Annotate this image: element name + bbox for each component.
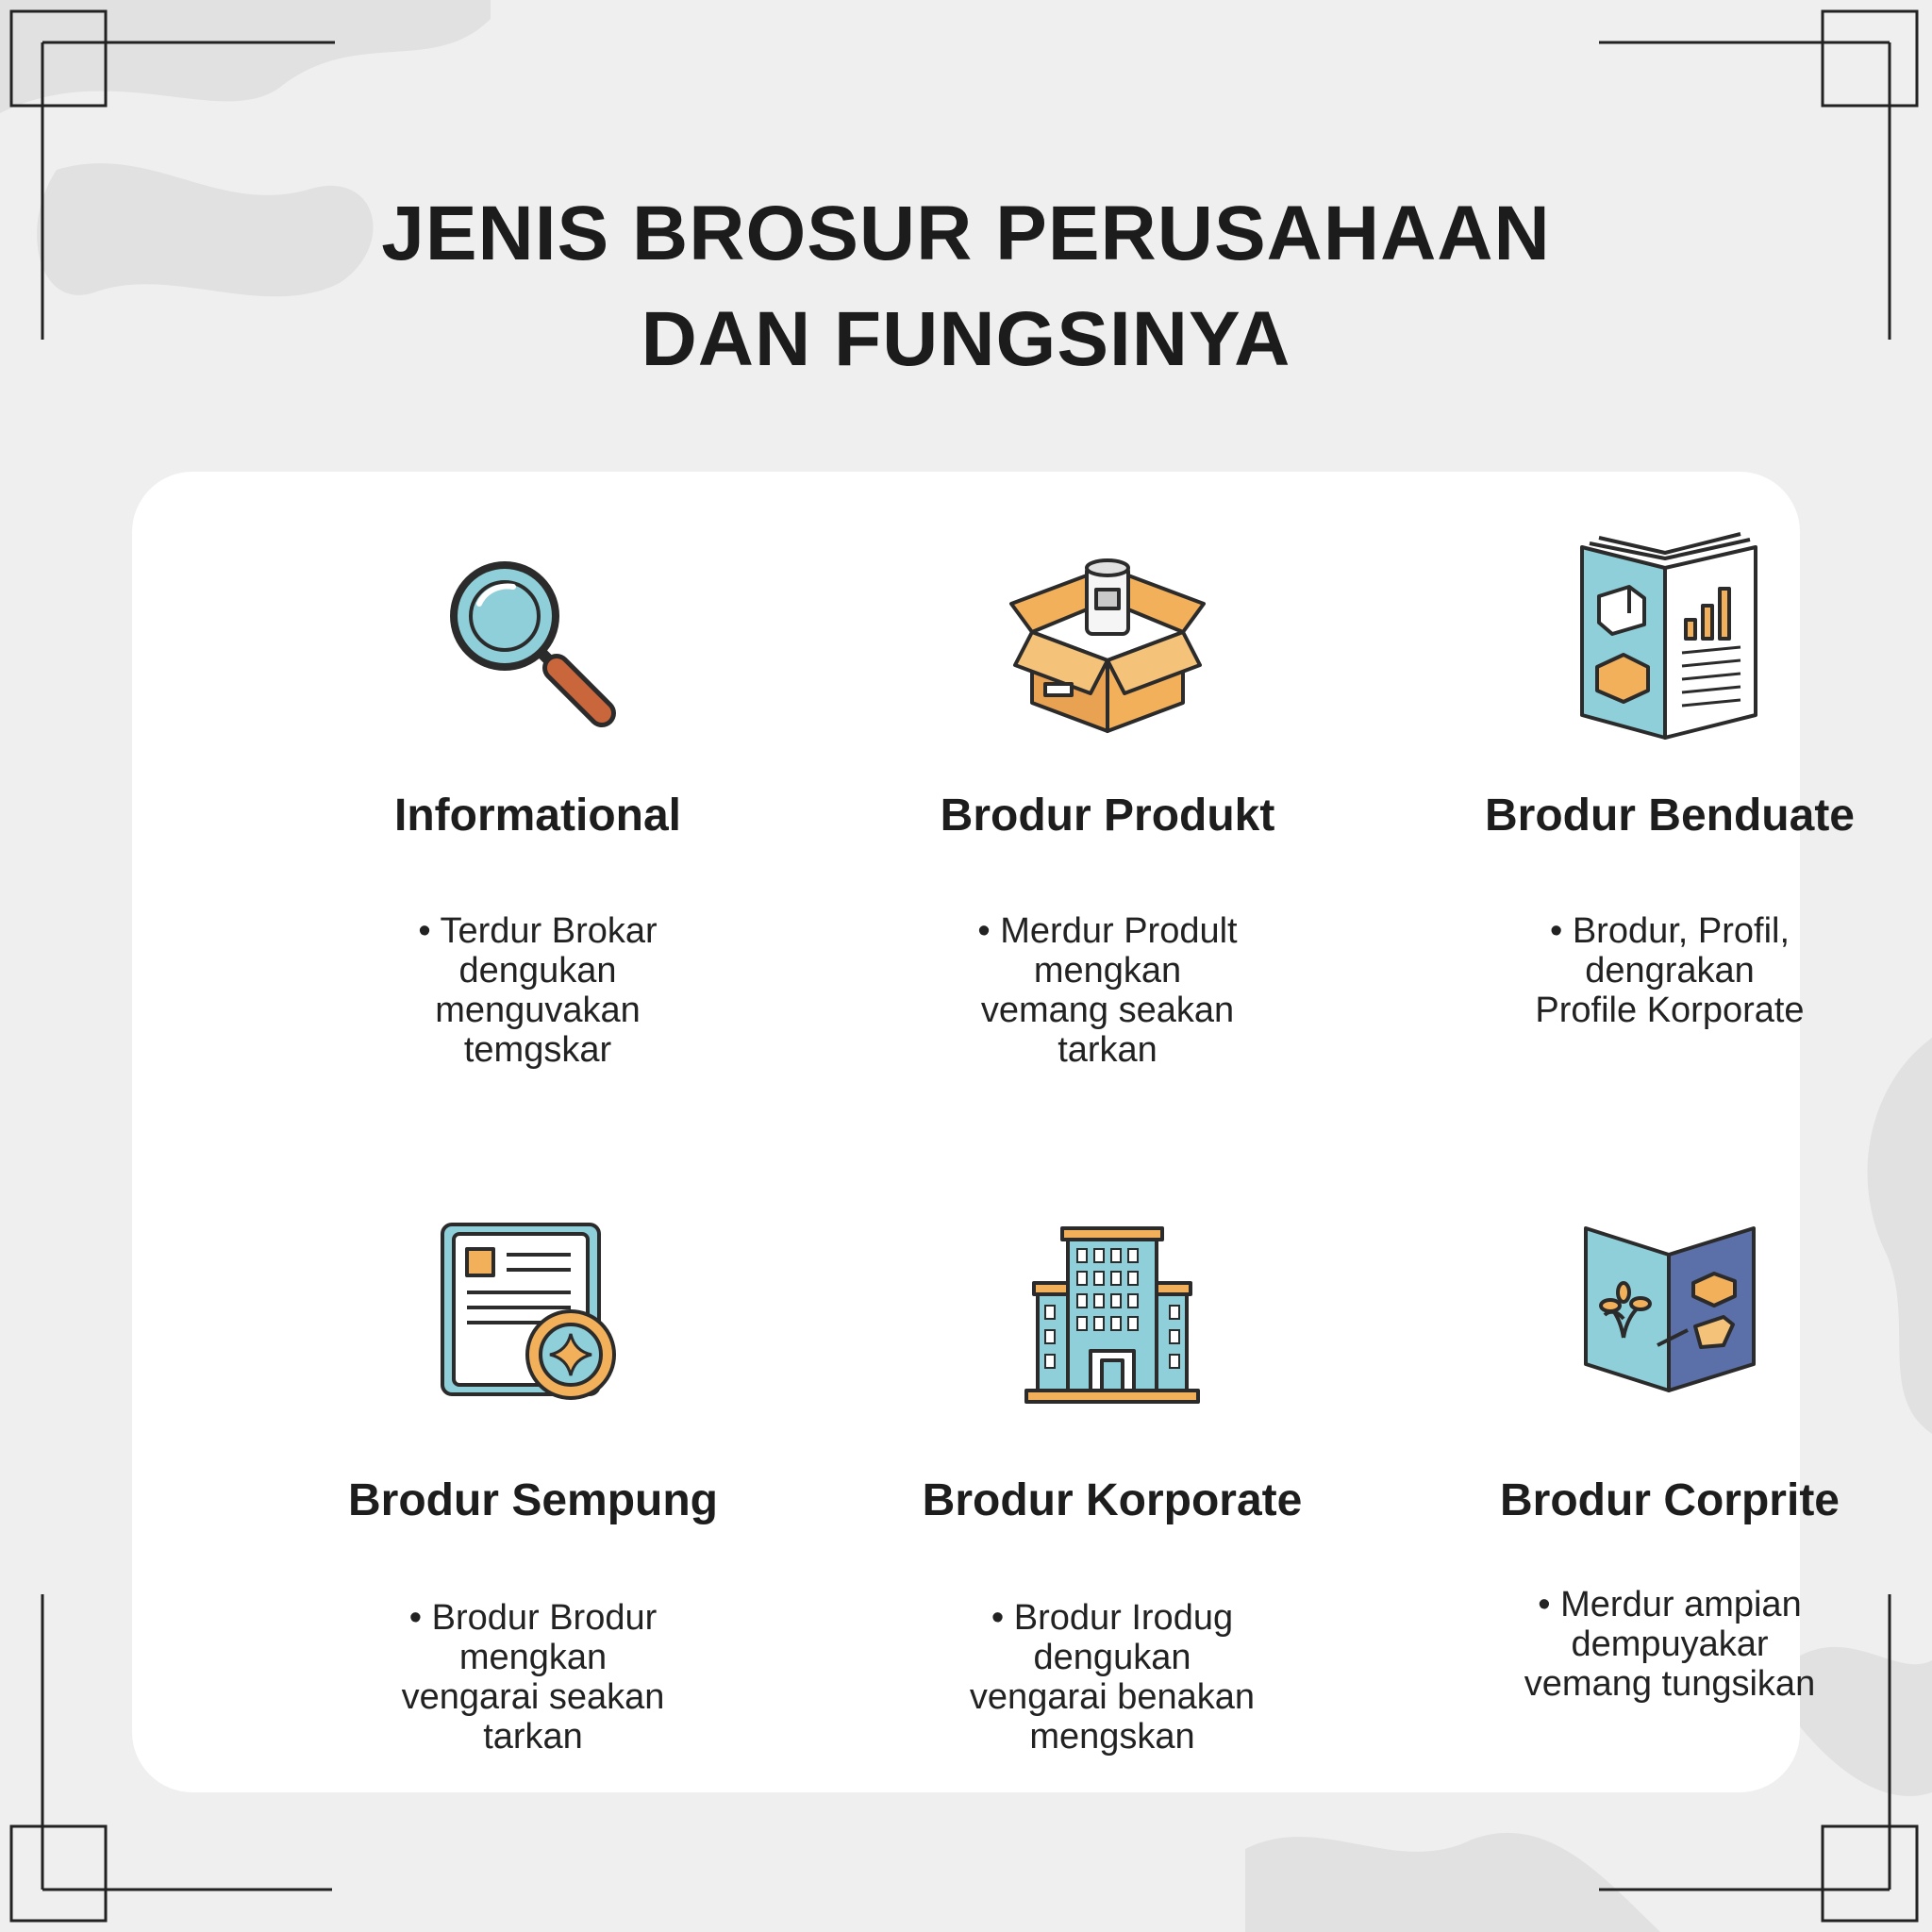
title-line-1: JENIS BROSUR PERUSAHAAN <box>381 191 1551 276</box>
item-title: Brodur Produkt <box>940 791 1275 841</box>
item-description: • Merdur ampian dempuyakar vemang tungsikan <box>1524 1585 1816 1704</box>
item-description: • Brodur Irodug dengukan vengarai benakan mengskan <box>969 1598 1256 1757</box>
item-title: Brodur Benduate <box>1484 791 1855 841</box>
item-title: Brodur Korporate <box>922 1475 1303 1525</box>
page-title <box>0 181 1932 392</box>
item-description: • Brodur Brodur mengkan vengarai seakan tarkan <box>401 1598 665 1757</box>
item-title: Brodur Corprite <box>1500 1475 1840 1525</box>
item-description: • Brodur, Profil, dengrakan Profile Korporate <box>1535 911 1805 1030</box>
office-building-icon <box>1023 1224 1202 1406</box>
brochure-type-informational <box>245 472 830 1132</box>
folded-brochure-icon <box>1582 1224 1757 1394</box>
open-box-icon <box>1004 542 1211 741</box>
document-badge-icon <box>429 1215 637 1413</box>
brochure-type-corprite <box>1377 1151 1932 1792</box>
brochure-type-sempung <box>241 1151 825 1792</box>
magnifier-icon <box>434 547 641 736</box>
item-description: • Merdur Prodult mengkan vemang seakan tarkan <box>977 911 1238 1070</box>
item-description: • Terdur Brokar dengukan menguvakan temgskar <box>418 911 658 1070</box>
brochure-type-produkt <box>815 472 1400 1132</box>
item-title: Brodur Sempung <box>348 1475 718 1525</box>
title-line-2: DAN FUNGSINYA <box>641 296 1291 382</box>
open-brochure-icon <box>1571 530 1769 740</box>
item-title: Informational <box>393 791 681 841</box>
brochure-type-benduate <box>1377 472 1932 1132</box>
brochure-type-korporate <box>820 1151 1405 1792</box>
brochure-types-card <box>132 472 1855 1792</box>
